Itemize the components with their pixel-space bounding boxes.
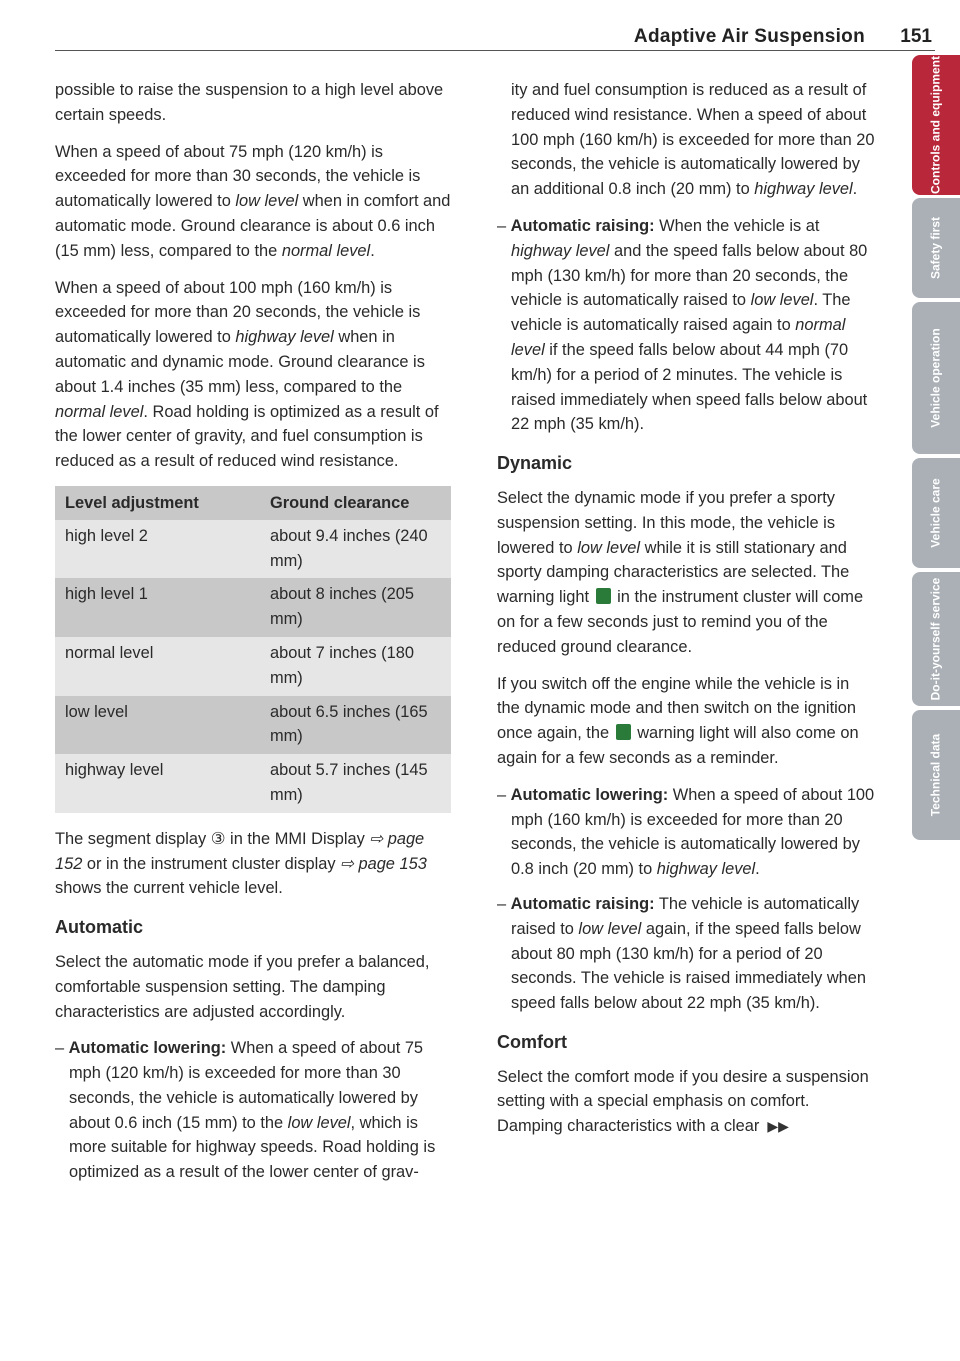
bullet-label: Automatic raising: [510,894,655,913]
table-cell: about 9.4 inches (240 mm) [260,520,451,579]
text: while it is still stationary and sporty damping characteristics are selected. The warning light [497,538,850,607]
table-cell: low level [55,696,260,755]
header-rule [55,50,935,51]
text: If you switch off the engine while the vehicle is in the dynamic mode and then switch on the ignition once again, the [497,674,856,743]
paragraph [497,486,875,660]
section-heading-dynamic: Dynamic [497,453,573,474]
sidebar-tab-diy-service[interactable] [912,572,960,706]
text: . [755,860,760,879]
section-heading-comfort: Comfort [497,1031,567,1052]
paragraph [55,140,455,264]
table-row [55,520,451,579]
continue-arrow-icon: ▶▶ [767,1118,789,1135]
column-header: Level adjustment [55,486,260,520]
term: highway level [656,860,756,879]
term: normal level [55,402,144,421]
page-link[interactable]: ⇨ page 153 [340,854,427,873]
term: low level [235,192,299,211]
column-header: Ground clearance [260,486,451,520]
sidebar-tab-safety[interactable] [912,198,960,298]
sidebar-tab-label: Do-it-yourself service [928,577,943,701]
text: When a speed of about 75 mph (120 km/h) is exceeded for more than 30 seconds, the vehicle is automatically lowered to [55,142,421,211]
list-item: – Automatic raising: When the vehicle is at highway level and the speed falls below about 80 mph (130 km/h) for more than 20 seconds, the vehicle is automatically raised to low level. The vehicle is automatically raised again to normal level if the speed falls below about 44 mph (70 km/h) for a period of 2 minutes. The vehicle is raised immediately when speed falls below about 22 mph (35 km/h). [497,216,868,434]
term: low level [578,919,642,938]
list-item: – Automatic lowering: When a speed of about 75 mph (120 km/h) is exceeded for more than 30 seconds, the vehicle is automatically lowered by about 0.6 inch (15 mm) to the low level, which is more suitable for highway speeds. Road holding is optimized as a result of the lower center of grav- [55,1039,436,1182]
text: When a speed of about 75 mph (120 km/h) is exceeded for more than 30 seconds, the vehicle is automatically lowered by about 0.6 inch (15 mm) to the [69,1039,424,1132]
paragraph [55,276,455,474]
sidebar-tab-label: Technical data [928,733,943,817]
text: ity and fuel consumption is reduced as a result of reduced wind resistance. When a speed of about 100 mph (160 km/h) is exceeded for more than 20 seconds, the vehicle is automatically lowered by an additional 0.8 inch (20 mm) to [511,81,875,199]
level-table [55,486,451,813]
page-header-title: Adaptive Air Suspension [633,26,865,47]
text: When a speed of about 100 mph (160 km/h) is exceeded for more than 20 seconds, the vehicle is automatically lowered by 0.8 inch (20 mm) to [511,785,875,879]
term: highway level [754,180,853,199]
sidebar-tab-controls[interactable] [912,55,960,195]
right-column [497,78,875,1151]
paragraph: Select the automatic mode if you prefer a balanced, comfortable suspension setting. The damping characteristics are adjusted accordingly. [55,952,430,1021]
list-item: – Automatic lowering: When a speed of about 100 mph (160 km/h) is exceeded for more than 20 seconds, the vehicle is automatically lowered by 0.8 inch (20 mm) to highway level. [497,785,875,879]
text: in the MMI Display [225,829,370,848]
table-row [55,637,451,696]
text: when in comfort and automatic mode. Ground clearance is about 0.6 inch (15 mm) less, compared to the [55,192,451,260]
term: low level [750,291,814,310]
text: Select the comfort mode if you desire a suspension setting with a special emphasis on comfort. Damping characteristics with a clear [497,1067,869,1136]
term: highway level [235,328,334,347]
term: low level [577,538,641,557]
table-cell: about 8 inches (205 mm) [260,578,451,637]
paragraph: possible to raise the suspension to a high level above certain speeds. [55,81,444,124]
text: shows the current vehicle level. [55,879,283,898]
paragraph [55,827,455,901]
sidebar-tab-label: Safety first [928,216,943,280]
table-row [55,754,451,813]
text: The segment display [55,829,211,848]
table-cell: normal level [55,637,260,696]
table-header-row [55,486,451,520]
section-heading-automatic: Automatic [55,917,144,938]
left-column [55,78,455,1195]
term: normal level [511,316,846,359]
table-cell: highway level [55,754,260,813]
term: normal level [281,241,371,260]
paragraph [497,78,875,202]
text: in the instrument cluster will come on for a few seconds just to remind you of the reduced ground clearance. [497,588,864,656]
paragraph [497,672,875,771]
page-number: 151 [900,26,932,47]
paragraph [497,1065,875,1139]
term: low level [287,1113,351,1132]
sidebar-tab-label: Vehicle operation [928,328,943,428]
table-row [55,578,451,637]
table-row [55,696,451,755]
sidebar-tab-technical-data[interactable] [912,710,960,840]
suspension-warning-light-icon [596,588,611,604]
table-cell: about 7 inches (180 mm) [260,637,451,696]
text: when in automatic and dynamic mode. Ground clearance is about 1.4 inches (35 mm) less, compared to the [55,328,425,396]
sidebar-tab-label: Vehicle care [928,478,943,548]
text: When the vehicle is at [654,216,820,235]
term: highway level [511,241,610,260]
text: if the speed falls below about 44 mph (70 km/h) for a period of 2 minutes. The vehicle is raised immediately when speed falls below about 22 mph (35 km/h). [511,340,868,434]
list-item: – Automatic raising: The vehicle is automatically raised to low level again, if the speed falls below about 80 mph (130 km/h) for a period of 20 seconds. The vehicle is raised immediately when speed falls below about 22 mph (35 km/h). [497,894,866,1013]
callout-number: ③ [210,829,226,848]
text: or in the instrument cluster display [82,854,341,873]
text: and the speed falls below about 80 mph (130 km/h) for more than 20 seconds, the vehicle is automatically raised to [511,241,868,310]
table-cell: high level 1 [55,578,260,637]
page-link[interactable]: ⇨ page 152 [55,829,425,873]
text: . Road holding is optimized as a result of the lower center of gravity, and fuel consumption is reduced as a result of reduced wind resistance. [55,402,439,471]
text: again, if the speed falls below about 80 mph (130 km/h) for a period of 20 seconds. The vehicle is raised immediately when speed falls below about 22 mph (35 km/h). [511,919,866,1013]
sidebar-tab-vehicle-care[interactable] [912,458,960,568]
text: . [370,241,375,260]
text: warning light will also come on again for a few seconds as a reminder. [497,724,859,767]
text: Select the dynamic mode if you prefer a sporty suspension setting. In this mode, the vehicle is lowered to [497,488,836,557]
text: When a speed of about 100 mph (160 km/h) is exceeded for more than 20 seconds, the vehicle is automatically lowered to [55,278,421,347]
bullet-label: Automatic raising: [510,216,655,235]
text: . [852,180,858,199]
bullet-label: Automatic lowering: [510,785,669,804]
sidebar-tab-label: Controls and equipment [928,56,943,194]
table-cell: about 6.5 inches (165 mm) [260,696,451,755]
sidebar-tab-vehicle-operation[interactable] [912,302,960,454]
text: The vehicle is automatically raised to [511,894,860,938]
table-cell: high level 2 [55,520,260,579]
table-cell: about 5.7 inches (145 mm) [260,754,451,813]
suspension-warning-light-icon [616,724,631,740]
text: , which is more suitable for highway speeds. Road holding is optimized as a result of the lower center of grav- [69,1113,436,1182]
text: . The vehicle is automatically raised again to [511,291,851,335]
bullet-label: Automatic lowering: [68,1039,227,1058]
